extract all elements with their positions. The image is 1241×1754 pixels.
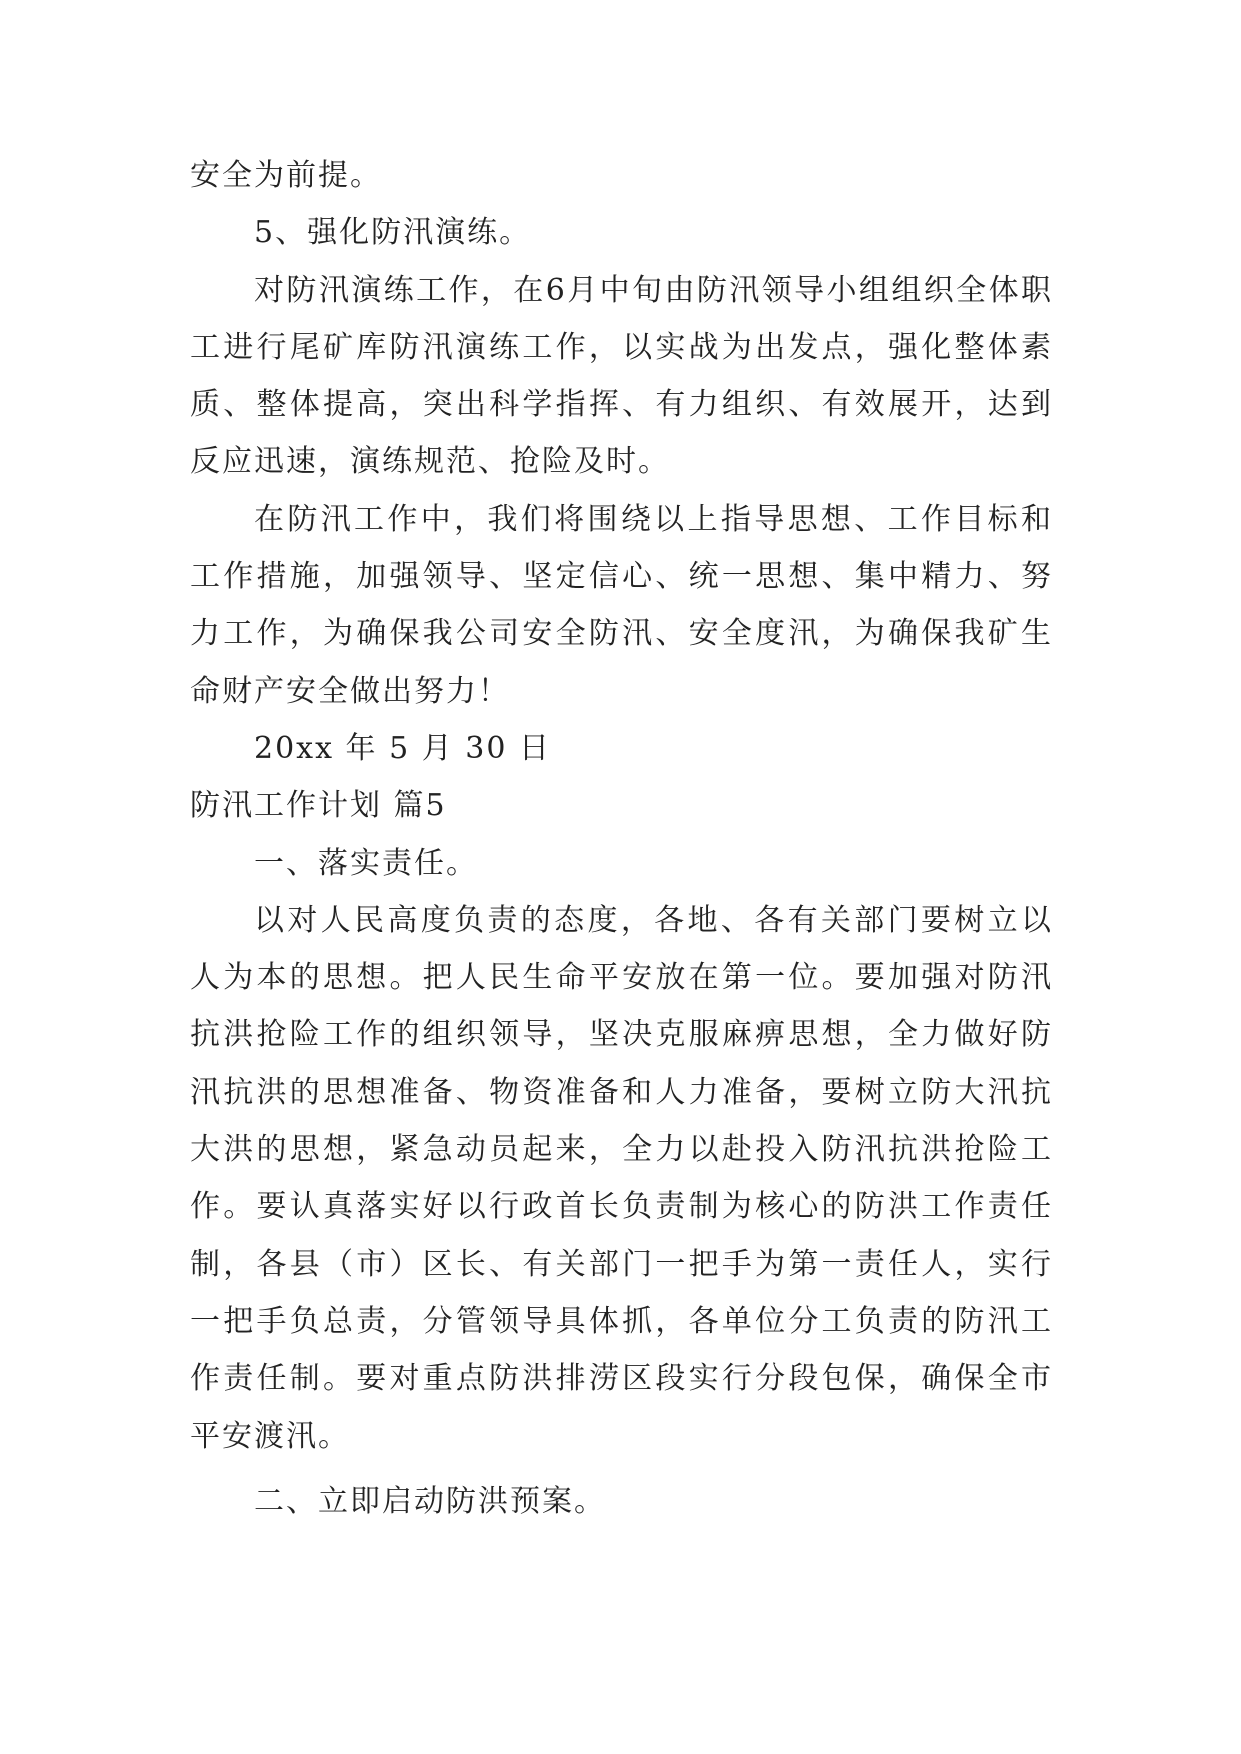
document-body (190, 147, 1053, 1530)
paragraph-conclusion: 在防汛工作中，我们将围绕以上指导思想、工作目标和工作措施，加强领导、坚定信心、统一思想、集中精力、努力工作，为确保我公司安全防汛、安全度汛，为确保我矿生命财产安全做出努力！ (190, 501, 1053, 709)
section-heading-drill: 5、强化防汛演练。 (254, 215, 532, 251)
section-heading-responsibility: 一、落实责任。 (254, 845, 478, 881)
plan-title: 防汛工作计划 篇5 (190, 788, 447, 824)
paragraph-drill-detail: 对防汛演练工作，在6月中旬由防汛领导小组组织全体职工进行尾矿库防汛演练工作，以实战为出发点，强化整体素质、整体提高，突出科学指挥、有力组织、有效展开，达到反应迅速，演练规范、抢险及时。 (190, 272, 1053, 480)
section-heading-flood-plan: 二、立即启动防洪预案。 (254, 1483, 606, 1519)
paragraph-continuation: 安全为前提。 (190, 158, 382, 193)
document-date: 20xx 年 5 月 30 日 (254, 730, 551, 766)
paragraph-responsibility: 以对人民高度负责的态度，各地、各有关部门要树立以人为本的思想。把人民生命平安放在第一位。要加强对防汛抗洪抢险工作的组织领导，坚决克服麻痹思想，全力做好防汛抗洪的思想准备、物资准备和人力准备，要树立防大汛抗大洪的思想，紧急动员起来，全力以赴投入防汛抗洪抢险工作。要认真落实好以行政首长负责制为核心的防洪工作责任制，各县（市）区长、有关部门一把手为第一责任人，实行一把手负总责，分管领导具体抓，各单位分工负责的防汛工作责任制。要对重点防洪排涝区段实行分段包保，确保全市平安渡汛。 (190, 902, 1053, 1454)
